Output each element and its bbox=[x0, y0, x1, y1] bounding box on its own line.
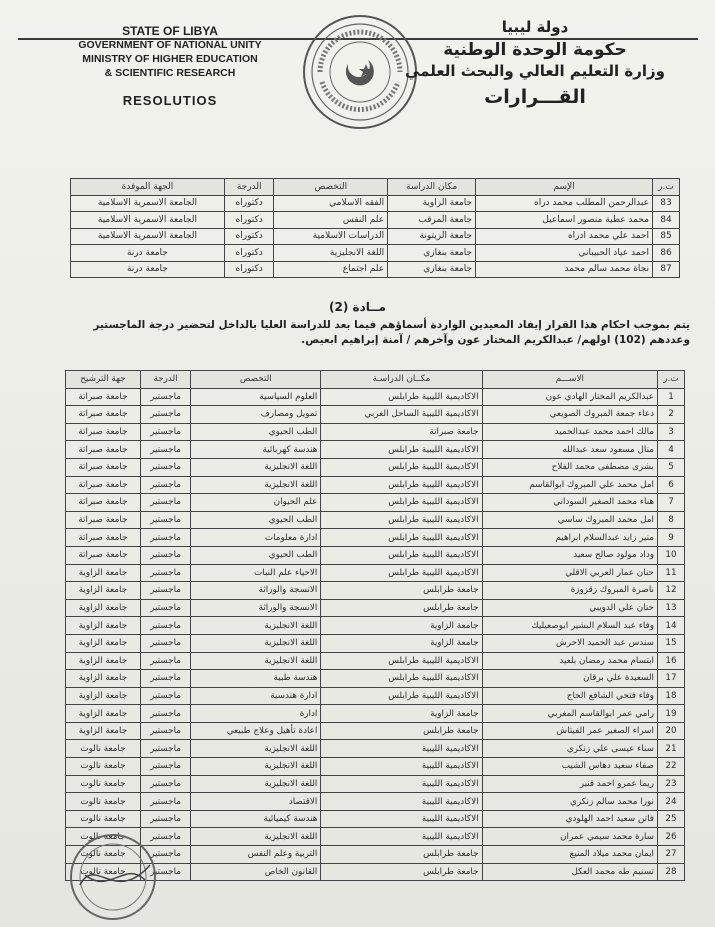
cell-num: 1 bbox=[658, 388, 685, 406]
cell-place: جامعة الزاوية bbox=[388, 195, 476, 212]
table-row bbox=[66, 634, 685, 652]
cell-name: تسنيم طه محمد العكل bbox=[482, 863, 657, 881]
cell-name: عبدالكريم المختار الهادي عون bbox=[482, 388, 657, 406]
cell-specialty: الدراسات الاسلامية bbox=[274, 228, 388, 245]
cell-specialty: اللغة الانجليزية bbox=[191, 828, 321, 846]
col-specialty: التخصص bbox=[274, 179, 388, 196]
cell-num: 22 bbox=[658, 758, 685, 776]
cell-degree: ماجستير bbox=[140, 740, 190, 758]
cell-specialty: اللغة الانجليزية bbox=[191, 617, 321, 635]
cell-specialty: ادارة معلومات bbox=[191, 529, 321, 547]
cell-degree: ماجستير bbox=[140, 494, 190, 512]
cell-body: جامعة صبراتة bbox=[66, 529, 141, 547]
table-row bbox=[66, 494, 685, 512]
cell-specialty: التربية وعلم النفس bbox=[191, 846, 321, 864]
cell-degree: ماجستير bbox=[140, 458, 190, 476]
cell-body: جامعة صبراتة bbox=[66, 441, 141, 459]
col-name: الاســـم bbox=[482, 371, 657, 389]
cell-place: جامعة الزاوية bbox=[321, 617, 482, 635]
cell-num: 11 bbox=[658, 564, 685, 582]
table-row bbox=[66, 511, 685, 529]
cell-num: 87 bbox=[653, 261, 680, 278]
cell-place: جامعة المرقب bbox=[388, 212, 476, 229]
table-row bbox=[66, 529, 685, 547]
cell-degree: ماجستير bbox=[140, 406, 190, 424]
cell-name: سندس عبد الحميد الاحرش bbox=[482, 634, 657, 652]
cell-specialty: الطب الحيوي bbox=[191, 423, 321, 441]
cell-body: جامعة الزاوية bbox=[66, 722, 141, 740]
col-degree: الدرجة bbox=[224, 179, 274, 196]
table-row bbox=[66, 740, 685, 758]
cell-name: وداد مولود صالح سعيد bbox=[482, 546, 657, 564]
cell-degree: ماجستير bbox=[140, 423, 190, 441]
cell-place: جامعة الزاوية bbox=[321, 705, 482, 723]
cell-degree: دكتوراه bbox=[224, 195, 274, 212]
cell-name: دعاء جمعة المبروك الصويعي bbox=[482, 406, 657, 424]
cell-num: 24 bbox=[658, 793, 685, 811]
table-row bbox=[66, 599, 685, 617]
table-row bbox=[71, 245, 680, 262]
cell-body: جامعة الزاوية bbox=[66, 687, 141, 705]
table-row bbox=[66, 423, 685, 441]
cell-place: جامعة طرابلس bbox=[321, 846, 482, 864]
cell-place: جامعة طرابلس bbox=[321, 599, 482, 617]
cell-name: رامي عمر ابوالقاسم المغربي bbox=[482, 705, 657, 723]
cell-body: جامعة نالوت bbox=[66, 758, 141, 776]
crescent-icon bbox=[346, 60, 374, 85]
cell-name: منير زايد عبدالسلام ابراهيم bbox=[482, 529, 657, 547]
col-specialty: التخصص bbox=[191, 371, 321, 389]
state-name-en: STATE OF LIBYA bbox=[122, 24, 218, 38]
cell-name: هناء محمد الصغير السوداني bbox=[482, 494, 657, 512]
cell-name: مالك احمد محمد عبدالحميد bbox=[482, 423, 657, 441]
cell-num: 26 bbox=[658, 828, 685, 846]
header-arabic bbox=[395, 18, 675, 108]
cell-num: 8 bbox=[658, 511, 685, 529]
cell-body: جامعة الزاوية bbox=[66, 634, 141, 652]
cell-body: جامعة الزاوية bbox=[66, 582, 141, 600]
section-title: مــادة (2) bbox=[329, 300, 386, 314]
cell-specialty: اللغة الانجليزية bbox=[191, 458, 321, 476]
cell-body: جامعة صبراتة bbox=[66, 476, 141, 494]
cell-num: 83 bbox=[653, 195, 680, 212]
signature-stamp bbox=[55, 825, 175, 925]
cell-body: جامعة نالوت bbox=[66, 846, 141, 864]
table-row bbox=[66, 775, 685, 793]
col-num: ت.ر bbox=[658, 371, 685, 389]
cell-num: 4 bbox=[658, 441, 685, 459]
cell-num: 21 bbox=[658, 740, 685, 758]
cell-degree: ماجستير bbox=[140, 722, 190, 740]
cell-body: جامعة نالوت bbox=[66, 828, 141, 846]
cell-name: امل محمد المبروك ساسي bbox=[482, 511, 657, 529]
cell-num: 86 bbox=[653, 245, 680, 262]
cell-degree: ماجستير bbox=[140, 652, 190, 670]
cell-body: جامعة الزاوية bbox=[66, 652, 141, 670]
cell-name: ريما عمرو احمد قنبر bbox=[482, 775, 657, 793]
cell-place: جامعة طرابلس bbox=[321, 722, 482, 740]
cell-specialty: الاحياء علم النبات bbox=[191, 564, 321, 582]
cell-place: الاكاديمية الليبية طرابلس bbox=[321, 529, 482, 547]
col-sending-body: الجهة الموفدة bbox=[71, 179, 225, 196]
cell-specialty: اللغة الانجليزية bbox=[191, 476, 321, 494]
cell-degree: ماجستير bbox=[140, 546, 190, 564]
cell-place: الاكاديمية الليبية طرابلس bbox=[321, 476, 482, 494]
cell-name: ابتسام محمد رمضان بلعيد bbox=[482, 652, 657, 670]
cell-specialty: الانسجة والوراثة bbox=[191, 599, 321, 617]
cell-specialty: الانسجة والوراثة bbox=[191, 582, 321, 600]
cell-num: 10 bbox=[658, 546, 685, 564]
resolutions-title-en: RESOLUTIOS bbox=[122, 93, 218, 108]
cell-specialty: الطب الحيوي bbox=[191, 511, 321, 529]
cell-name: منال مسعود سعد عبدالله bbox=[482, 441, 657, 459]
table-row bbox=[71, 195, 680, 212]
cell-name: نجاة محمد سالم محمد bbox=[476, 261, 653, 278]
table-header-row bbox=[66, 371, 685, 389]
cell-degree: دكتوراه bbox=[224, 228, 274, 245]
cell-name: عبدالرحمن المطلب محمد دراه bbox=[476, 195, 653, 212]
cell-degree: ماجستير bbox=[140, 634, 190, 652]
cell-name: صفاء سعيد دهاس الشيب bbox=[482, 758, 657, 776]
cell-specialty: ادارة هندسية bbox=[191, 687, 321, 705]
cell-degree: دكتوراه bbox=[224, 212, 274, 229]
cell-num: 13 bbox=[658, 599, 685, 617]
cell-body: جامعة الزاوية bbox=[66, 599, 141, 617]
cell-degree: دكتوراه bbox=[224, 245, 274, 262]
cell-body: الجامعة الاسمرية الاسلامية bbox=[71, 228, 225, 245]
ministry-line2-en: & SCIENTIFIC RESEARCH bbox=[104, 67, 236, 79]
cell-specialty: تمويل ومصارف bbox=[191, 406, 321, 424]
ministry-name-ar: وزارة التعليم العالي والبحث العلمي bbox=[404, 62, 666, 80]
cell-degree: ماجستير bbox=[140, 441, 190, 459]
cell-name: احمد علي محمد ادراه bbox=[476, 228, 653, 245]
col-place: مكــان الدراسـة bbox=[321, 371, 482, 389]
cell-place: الاكاديمية الليبية bbox=[321, 740, 482, 758]
cell-specialty: القانون الخاص bbox=[191, 863, 321, 881]
cell-specialty: اللغة الانجليزية bbox=[191, 652, 321, 670]
cell-degree: ماجستير bbox=[140, 687, 190, 705]
table-row bbox=[66, 617, 685, 635]
government-name-en: GOVERNMENT OF NATIONAL UNITY bbox=[78, 39, 262, 51]
cell-num: 25 bbox=[658, 810, 685, 828]
cell-specialty: الاقتصاد bbox=[191, 793, 321, 811]
table-row bbox=[66, 582, 685, 600]
cell-body: جامعة نالوت bbox=[66, 775, 141, 793]
cell-name: اسراء الصغير عمر الفيتاش bbox=[482, 722, 657, 740]
cell-place: جامعة الزاوية bbox=[321, 634, 482, 652]
cell-place: الاكاديمية الليبية طرابلس bbox=[321, 670, 482, 688]
cell-degree: ماجستير bbox=[140, 793, 190, 811]
col-degree: الدرجة bbox=[140, 371, 190, 389]
cell-place: الاكاديمية الليبية طرابلس bbox=[321, 494, 482, 512]
cell-body: جامعة صبراتة bbox=[66, 388, 141, 406]
cell-body: جامعة الزاوية bbox=[66, 670, 141, 688]
cell-place: جامعة صبراتة bbox=[321, 423, 482, 441]
cell-num: 17 bbox=[658, 670, 685, 688]
cell-num: 19 bbox=[658, 705, 685, 723]
table-row bbox=[66, 564, 685, 582]
cell-num: 20 bbox=[658, 722, 685, 740]
table-row bbox=[66, 705, 685, 723]
cell-degree: ماجستير bbox=[140, 529, 190, 547]
cell-place: الاكاديمية الليبية الساحل الغربي bbox=[321, 406, 482, 424]
table-row bbox=[66, 546, 685, 564]
cell-place: جامعة طرابلس bbox=[321, 582, 482, 600]
cell-body: جامعة صبراتة bbox=[66, 494, 141, 512]
cell-place: الاكاديمية الليبية طرابلس bbox=[321, 652, 482, 670]
cell-degree: ماجستير bbox=[140, 564, 190, 582]
cell-num: 6 bbox=[658, 476, 685, 494]
cell-place: الاكاديمية الليبية bbox=[321, 775, 482, 793]
col-nominating-body: جهة الترشيح bbox=[66, 371, 141, 389]
cell-specialty: اعادة تأهيل وعلاج طبيعي bbox=[191, 722, 321, 740]
cell-num: 5 bbox=[658, 458, 685, 476]
cell-specialty: علم اجتماع bbox=[274, 261, 388, 278]
cell-body: الجامعة الاسمرية الاسلامية bbox=[71, 212, 225, 229]
cell-specialty: علم النفس bbox=[274, 212, 388, 229]
cell-name: فاتن سعيد احمد الهلودي bbox=[482, 810, 657, 828]
cell-body: الجامعة الاسمرية الاسلامية bbox=[71, 195, 225, 212]
table-row bbox=[71, 228, 680, 245]
cell-specialty: اللغة الانجليزية bbox=[191, 634, 321, 652]
cell-name: سارة محمد سيمي عمران bbox=[482, 828, 657, 846]
cell-specialty: هندسة طبية bbox=[191, 670, 321, 688]
table-row bbox=[66, 758, 685, 776]
table-masters-body bbox=[66, 388, 685, 881]
cell-degree: ماجستير bbox=[140, 775, 190, 793]
cell-degree: ماجستير bbox=[140, 582, 190, 600]
ministry-line1-en: MINISTRY OF HIGHER EDUCATION bbox=[82, 53, 258, 65]
cell-degree: ماجستير bbox=[140, 670, 190, 688]
cell-body: جامعة صبراتة bbox=[66, 546, 141, 564]
cell-name: نورا محمد سالم زنكري bbox=[482, 793, 657, 811]
cell-degree: ماجستير bbox=[140, 511, 190, 529]
government-name-ar: حكومة الوحدة الوطنية bbox=[443, 40, 627, 60]
cell-specialty: اللغة الانجليزية bbox=[274, 245, 388, 262]
cell-num: 23 bbox=[658, 775, 685, 793]
cell-place: الاكاديمية الليبية طرابلس bbox=[321, 388, 482, 406]
cell-place: الاكاديمية الليبية طرابلس bbox=[321, 441, 482, 459]
table-row bbox=[66, 793, 685, 811]
cell-name: وفاء عبد السلام البشير ابوصعيليك bbox=[482, 617, 657, 635]
cell-degree: ماجستير bbox=[140, 846, 190, 864]
cell-body: جامعة الزاوية bbox=[66, 617, 141, 635]
cell-body: جامعة درنة bbox=[71, 245, 225, 262]
cell-place: الاكاديمية الليبية bbox=[321, 828, 482, 846]
cell-place: الاكاديمية الليبية طرابلس bbox=[321, 458, 482, 476]
cell-specialty: ادارة bbox=[191, 705, 321, 723]
table-doctorate bbox=[70, 178, 680, 278]
cell-name: محمد عطية منصور اسماعيل bbox=[476, 212, 653, 229]
cell-place: جامعة الزيتونة bbox=[388, 228, 476, 245]
cell-num: 2 bbox=[658, 406, 685, 424]
cell-degree: ماجستير bbox=[140, 617, 190, 635]
cell-body: جامعة صبراتة bbox=[66, 423, 141, 441]
cell-body: جامعة درنة bbox=[71, 261, 225, 278]
cell-specialty: اللغة الانجليزية bbox=[191, 775, 321, 793]
cell-body: جامعة الزاوية bbox=[66, 705, 141, 723]
table-row bbox=[66, 441, 685, 459]
cell-name: ايمان محمد ميلاد المنيع bbox=[482, 846, 657, 864]
table-row bbox=[66, 406, 685, 424]
cell-specialty: هندسة كيميائية bbox=[191, 810, 321, 828]
section-paragraph: يتم بموجب احكام هذا القرار إيفاد المعيدين الواردة أسماؤهم فيما بعد للدراسة العليا بالداخل لتحضير درجة الماجستير وعددهم (102) اولهم/ عبدالكريم المختار عون وآخرهم / آمنة إبراهيم ابعيص. bbox=[93, 319, 690, 346]
table-header-row bbox=[71, 179, 680, 196]
table-row bbox=[71, 261, 680, 278]
cell-num: 85 bbox=[653, 228, 680, 245]
cell-place: الاكاديمية الليبية bbox=[321, 758, 482, 776]
cell-degree: ماجستير bbox=[140, 828, 190, 846]
cell-num: 15 bbox=[658, 634, 685, 652]
cell-specialty: هندسة كهربائية bbox=[191, 441, 321, 459]
table-row bbox=[66, 652, 685, 670]
cell-body: جامعة نالوت bbox=[66, 793, 141, 811]
cell-place: الاكاديمية الليبية طرابلس bbox=[321, 546, 482, 564]
cell-num: 9 bbox=[658, 529, 685, 547]
header-english bbox=[60, 24, 280, 108]
state-name-ar: دولة ليبيا bbox=[501, 18, 569, 36]
cell-place: الاكاديمية الليبية طرابلس bbox=[321, 511, 482, 529]
cell-place: الاكاديمية الليبية bbox=[321, 793, 482, 811]
table-row bbox=[66, 476, 685, 494]
cell-num: 18 bbox=[658, 687, 685, 705]
cell-degree: ماجستير bbox=[140, 476, 190, 494]
cell-place: الاكاديمية الليبية طرابلس bbox=[321, 564, 482, 582]
cell-body: جامعة الزاوية bbox=[66, 564, 141, 582]
cell-place: جامعة طرابلس bbox=[321, 863, 482, 881]
cell-specialty: العلوم السياسية bbox=[191, 388, 321, 406]
cell-degree: ماجستير bbox=[140, 810, 190, 828]
cell-specialty: الفقه الاسلامي bbox=[274, 195, 388, 212]
cell-degree: ماجستير bbox=[140, 599, 190, 617]
cell-name: ناصرة المبروك زقزوزة bbox=[482, 582, 657, 600]
table-row bbox=[66, 388, 685, 406]
table-row bbox=[66, 458, 685, 476]
table-row bbox=[66, 687, 685, 705]
cell-degree: ماجستير bbox=[140, 863, 190, 881]
cell-body: جامعة صبراتة bbox=[66, 458, 141, 476]
cell-body: جامعة نالوت bbox=[66, 810, 141, 828]
cell-num: 28 bbox=[658, 863, 685, 881]
cell-num: 14 bbox=[658, 617, 685, 635]
cell-specialty: اللغة الانجليزية bbox=[191, 758, 321, 776]
cell-num: 16 bbox=[658, 652, 685, 670]
cell-num: 3 bbox=[658, 423, 685, 441]
cell-num: 27 bbox=[658, 846, 685, 864]
cell-name: سناء عيسى علي زنكري bbox=[482, 740, 657, 758]
resolutions-title-ar: القـــرارات bbox=[484, 86, 586, 108]
cell-name: حنان علي الدويبي bbox=[482, 599, 657, 617]
cell-body: جامعة صبراتة bbox=[66, 406, 141, 424]
col-place: مكان الدراسة bbox=[388, 179, 476, 196]
cell-place: الاكاديمية الليبية bbox=[321, 810, 482, 828]
cell-name: حنان عمار العربي الاقلي bbox=[482, 564, 657, 582]
cell-num: 7 bbox=[658, 494, 685, 512]
col-num: ت.ر bbox=[653, 179, 680, 196]
cell-place: الاكاديمية الليبية طرابلس bbox=[321, 687, 482, 705]
table-row bbox=[66, 670, 685, 688]
cell-name: بشرى مصطفى محمد الفلاح bbox=[482, 458, 657, 476]
cell-specialty: الطب الحيوي bbox=[191, 546, 321, 564]
cell-degree: ماجستير bbox=[140, 705, 190, 723]
cell-degree: دكتوراه bbox=[224, 261, 274, 278]
col-name: الإسم bbox=[476, 179, 653, 196]
cell-specialty: اللغة الانجليزية bbox=[191, 740, 321, 758]
cell-body: جامعة نالوت bbox=[66, 740, 141, 758]
table-row bbox=[66, 722, 685, 740]
cell-num: 12 bbox=[658, 582, 685, 600]
cell-name: امل محمد علي المبروك ابوالقاسم bbox=[482, 476, 657, 494]
table-doctorate-body bbox=[71, 195, 680, 278]
cell-name: احمد عياد الحبيباني bbox=[476, 245, 653, 262]
cell-place: جامعة بنغازي bbox=[388, 261, 476, 278]
table-row bbox=[71, 212, 680, 229]
cell-num: 84 bbox=[653, 212, 680, 229]
table-masters bbox=[65, 370, 685, 881]
cell-body: جامعة صبراتة bbox=[66, 511, 141, 529]
cell-place: جامعة بنغازي bbox=[388, 245, 476, 262]
cell-body: جامعة نالوت bbox=[66, 863, 141, 881]
cell-name: وفاء فتحي الشافع الحاج bbox=[482, 687, 657, 705]
cell-degree: ماجستير bbox=[140, 388, 190, 406]
cell-specialty: علم الحيوان bbox=[191, 494, 321, 512]
cell-degree: ماجستير bbox=[140, 758, 190, 776]
cell-name: السعيدة علي برقان bbox=[482, 670, 657, 688]
